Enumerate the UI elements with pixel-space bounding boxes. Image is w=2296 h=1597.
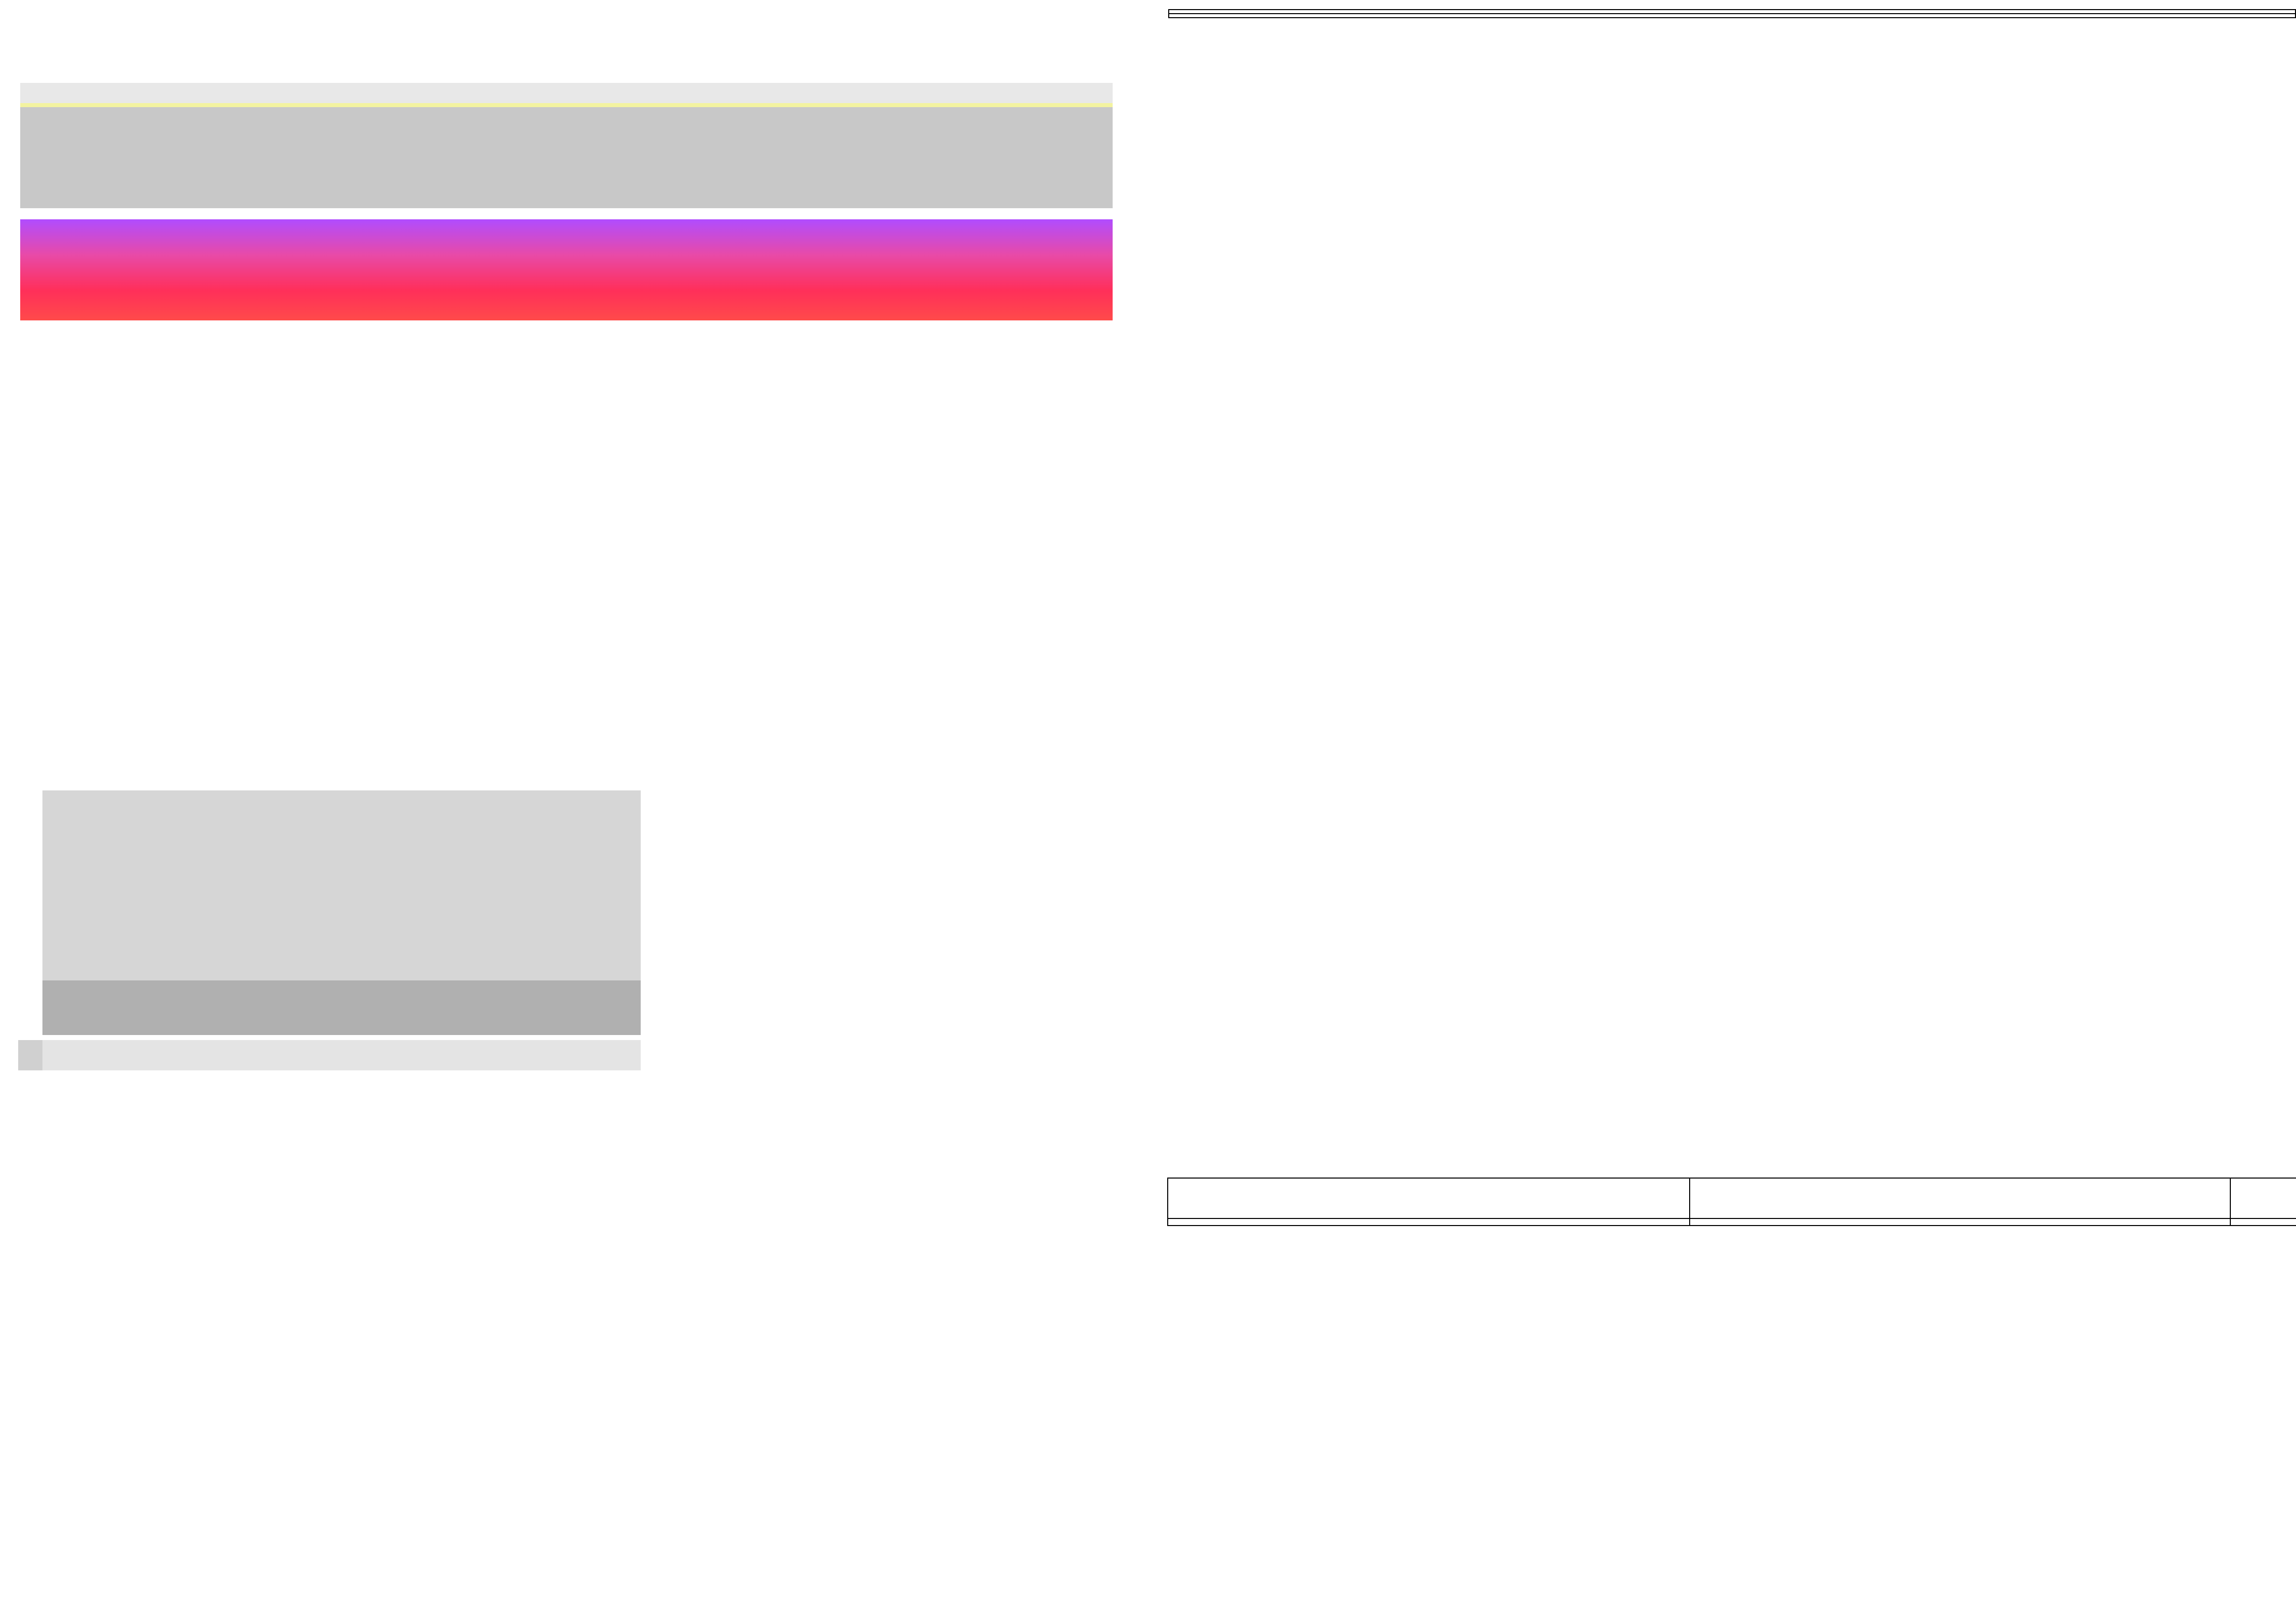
header-formalites (2230, 1178, 2296, 1218)
right-column (1168, 5, 2296, 18)
architects-box (1168, 9, 2296, 14)
forms-table (1167, 1178, 2296, 1226)
header-formes (1168, 1178, 1690, 1218)
others-box (1168, 14, 2296, 18)
analysis-text (18, 342, 1120, 390)
audacity-waveform-spectrogram (20, 83, 1113, 320)
cell-formants (1690, 1218, 2231, 1226)
cell-formes (1168, 1218, 1690, 1226)
grayscale-spectrogram (18, 778, 641, 1082)
cell-formalites (2230, 1218, 2296, 1226)
header-formants (1690, 1178, 2231, 1218)
